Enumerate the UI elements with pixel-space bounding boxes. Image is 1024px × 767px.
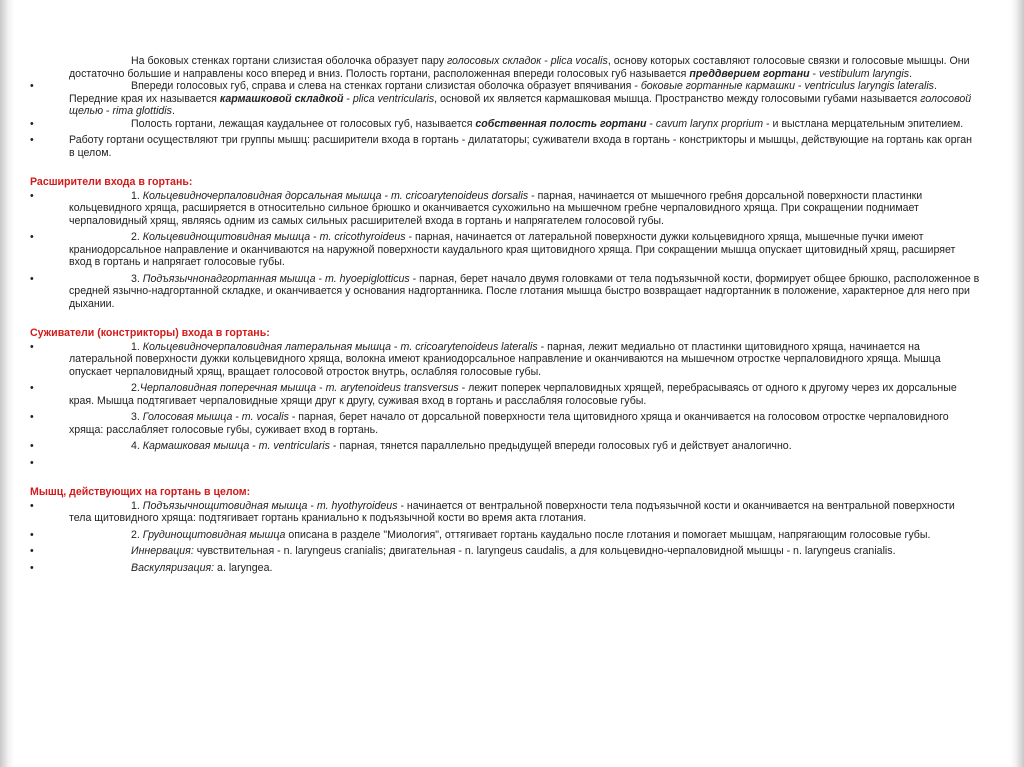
latin-term: m. vocalis: [241, 411, 289, 423]
dilator-item-1: [30, 190, 980, 228]
item-number: 1.: [131, 340, 143, 353]
item-number: 3.: [131, 411, 143, 423]
description: - парная, начинается от латеральной поверхности дужки кольцевидного хряща, мышечные пучки имеют краниодорсальное направление и оканчиваются на наружной поверхности каудального края щитовидного хряща. При сокращении мышца опускает щитовидный хрящ, расширяет вход в гортань и напрягает голосовые губы.: [69, 231, 956, 268]
item-number: 1.: [131, 189, 143, 202]
innervation-item: [30, 545, 980, 558]
term: собственная полость гортани: [475, 117, 647, 130]
latin-term: m. arytenoideus transversus: [325, 382, 459, 394]
dilators-heading: Расширители входа в гортань:: [30, 176, 193, 188]
text: , основой их является кармашковая мышца. Пространство между голосовыми губами называется: [434, 92, 921, 105]
vascularization-item: [30, 562, 980, 575]
bullet: •: [30, 272, 34, 285]
text: . Передние края их называется: [69, 80, 937, 105]
text: -: [646, 117, 656, 130]
muscle-name: Черпаловидная поперечная мышца: [139, 382, 317, 394]
muscle-name: Кольцевиднощитовидная мышца: [142, 231, 311, 243]
whole-larynx-heading: Мышц, действующих на гортань в целом:: [30, 486, 251, 498]
latin-term: plica vocalis: [550, 55, 608, 67]
item-number: 2.: [131, 231, 143, 243]
text: Работу гортани осуществляют три группы мышц: расширители входа в гортань - дилататоры; суживатели входа в гортань - констрикторы и мышцы, действующие на гортань как орган в целом.: [69, 134, 973, 159]
text: -: [310, 231, 320, 243]
text: -: [541, 55, 551, 67]
latin-term: m. ventricularis: [258, 440, 330, 452]
left-page-shadow: [0, 0, 14, 767]
whole-item-2: [30, 529, 980, 542]
description: - лежит поперек черпаловидных хрящей, перебрасываясь от одного к другому через их дорсальные края. Мышца подтягивает черпаловидные хрящи друг к другу, суживая вход в гортань и расслабляя голосовые губы.: [69, 382, 957, 407]
bullet: •: [30, 382, 34, 394]
text: -: [795, 80, 805, 92]
intro-paragraph-3: [30, 118, 980, 131]
whole-item-1: [30, 500, 980, 525]
bullet: •: [30, 456, 34, 469]
text: .: [171, 105, 175, 117]
latin-term: m. cricothyroideus: [319, 231, 406, 243]
bullet: •: [30, 545, 34, 557]
constrictor-item-3: [30, 411, 980, 436]
bullet: •: [30, 231, 34, 243]
bullet: •: [30, 134, 34, 146]
muscle-name: Кольцевидночерпаловидная латеральная мышца: [142, 340, 392, 353]
bullet: •: [30, 561, 34, 574]
innervation-text: чувствительная - n. laryngeus cranialis; двигательная - n. laryngeus caudalis, а для кольцевидно-черпаловидной мышцы - n. laryngeus cranialis.: [193, 545, 896, 557]
bullet: •: [30, 189, 34, 202]
constrictor-item-1: [30, 341, 980, 379]
text: -: [316, 382, 326, 394]
bullet: •: [30, 340, 34, 353]
constrictor-item-2: [30, 382, 980, 407]
bullet: •: [30, 411, 34, 423]
vascularization-label: Васкуляризация:: [131, 561, 215, 574]
description: - парная, лежит медиально от пластинки щитовидного хряща, начинается на латеральной поверхности дужки кольцевидного хряща, волокна имеют краниодорсальное направление и оканчиваются на мышечном отростке черпаловидного хряща. Мышца опускает черпаловидный хрящ, вращает голосовой отросток внутрь, ослабляя голосовые губы.: [69, 340, 941, 378]
latin-term: m. hyoepiglotticus: [324, 272, 410, 285]
dilator-item-2: [30, 231, 980, 269]
bullet: •: [30, 440, 34, 452]
vascularization-text: a. laryngea.: [214, 561, 273, 574]
muscle-name: Подъязычнощитовидная мышца: [142, 499, 308, 512]
text: -: [232, 411, 242, 423]
text: -: [307, 499, 317, 512]
text: -: [381, 189, 391, 202]
item-number: 1.: [131, 499, 143, 512]
term: кармашковой складкой: [219, 92, 344, 105]
text: Впереди голосовых губ, справа и слева на стенках гортани слизистая оболочка образует впячивания -: [131, 80, 641, 92]
dilator-item-3: [30, 273, 980, 311]
description: - парная, начинается от мышечного гребня дорсальной поверхности пластинки кольцевидного хряща, расширяется в относительно сильное брюшко и оканчивается сухожильно на мышечном гребне черпаловидного хряща. При сокращении поднимает черпаловидный хрящ, являясь одним из самых сильных расширителей входа в гортань и напрягателем голосовой губы.: [69, 189, 923, 227]
text: -: [103, 105, 113, 117]
bullet: •: [30, 499, 34, 512]
document-body: [30, 55, 980, 574]
text: - и выстлана мерцательным эпителием.: [763, 117, 964, 130]
text: -: [391, 340, 401, 353]
description: - начинается от вентральной поверхности тела подъязычной кости и оканчивается на вентральной поверхности тела щитовидного хряща: подтягивает гортань краниально к подъязычной кости во время акта глотания.: [69, 499, 955, 524]
muscle-name: Подъязычнонадгортанная мышца: [142, 272, 316, 285]
bullet: •: [30, 80, 34, 92]
innervation-label: Иннервация:: [131, 545, 194, 557]
text: На боковых стенках гортани слизистая оболочка образует пару: [131, 55, 447, 67]
empty-bullet: [30, 457, 980, 470]
constrictors-heading: Суживатели (констрикторы) входа в гортань:: [30, 327, 270, 339]
muscle-name: Кармашковая мышца: [142, 440, 250, 452]
latin-term: ventriculus laryngis lateralis: [804, 80, 934, 92]
description: описана в разделе "Миология", оттягивает гортань каудально после глотания и помогает мышцам, напрягающим голосовые губы.: [285, 528, 931, 541]
constrictor-item-4: [30, 440, 980, 453]
latin-term: rima glottidis: [112, 105, 172, 117]
muscle-name: Кольцевидночерпаловидная дорсальная мышца: [142, 189, 382, 202]
right-page-shadow: [1010, 0, 1024, 767]
text: -: [343, 92, 353, 105]
muscle-name: Голосовая мышца: [142, 411, 233, 423]
item-number: 4.: [131, 440, 143, 452]
intro-paragraph-4: [30, 134, 980, 159]
description: - парная, тянется параллельно предыдущей впереди голосовых губ и действует аналогично.: [329, 440, 792, 452]
item-number: 3.: [131, 272, 143, 285]
intro-paragraph-2: [30, 80, 980, 118]
text: -: [809, 67, 819, 80]
latin-term: m. cricoarytenoideus dorsalis: [390, 189, 529, 202]
text: , основу которых составляют голосовые связки и голосовые мышцы. Они достаточно большие и направлены косо вперед и вниз. Полость гортани, расположенная впереди голосовых губ называется: [69, 55, 970, 80]
term: преддверием гортани: [689, 67, 810, 80]
latin-term: cavum larynx proprium: [655, 117, 764, 130]
description: - парная, берет начало двумя головками от тела подъязычной кости, формирует общее брюшко, расположенное в средней язычно-надгортанной складке, и оканчивается у основания надгортанника. После глотания мышца быстро возвращает надгортанник в положение, характерное для него при дыхании.: [69, 272, 980, 310]
bullet: •: [30, 117, 34, 130]
term: боковые гортанные кармашки: [640, 80, 796, 92]
latin-term: m. hyothyroideus: [316, 499, 398, 512]
intro-paragraph-1: [30, 55, 980, 80]
text: Полость гортани, лежащая каудальнее от голосовых губ, называется: [131, 117, 476, 130]
bullet: •: [30, 528, 34, 541]
text: .: [909, 67, 913, 80]
muscle-name: Грудинощитовидная мышца: [142, 528, 286, 541]
term: голосовой щелью: [69, 92, 972, 117]
text: -: [249, 440, 259, 452]
latin-term: m. cricoarytenoideus lateralis: [400, 340, 538, 353]
item-number: 2.: [131, 528, 143, 541]
item-number: 2.: [131, 382, 140, 394]
latin-term: plica ventricularis: [352, 92, 435, 105]
term: голосовых складок: [446, 55, 542, 67]
description: - парная, берет начало от дорсальной поверхности тела щитовидного хряща и оканчивается на голосовом отростке черпаловидного хряща: расслабляет голосовые губы, суживает вход в гортань.: [69, 411, 949, 436]
latin-term: vestibulum laryngis: [819, 67, 910, 80]
text: -: [315, 272, 325, 285]
